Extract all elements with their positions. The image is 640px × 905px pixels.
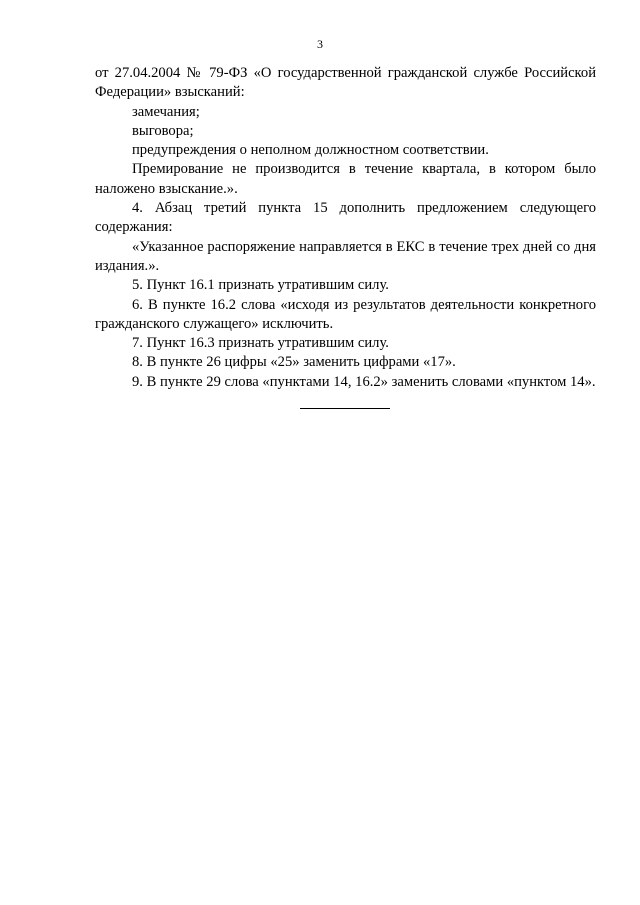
paragraph-continuation: от 27.04.2004 № 79-ФЗ «О государственной гражданской службе Российской Федерации» взысканий: xyxy=(95,65,596,101)
page-number: 3 xyxy=(317,37,323,51)
paragraph-item-5: 5. Пункт 16.1 признать утратившим силу. xyxy=(132,277,389,294)
list-item-reprimand: выговора; xyxy=(132,122,194,139)
paragraph-item-7: 7. Пункт 16.3 признать утратившим силу. xyxy=(132,335,389,352)
list-item-reprimand-remark: замечания; xyxy=(132,103,200,120)
paragraph-item-9: 9. В пункте 29 слова «пунктами 14, 16.2» заменить словами «пунктом 14». xyxy=(132,373,596,390)
paragraph-bonus: Премирование не производится в течение квартала, в котором было наложено взыскание.». xyxy=(95,161,596,197)
document-body xyxy=(95,64,596,392)
paragraph-item-4: 4. Абзац третий пункта 15 дополнить предложением следующего содержания: xyxy=(95,200,596,236)
paragraph-quote: «Указанное распоряжение направляется в ЕКС в течение трех дней со дня издания.». xyxy=(95,238,596,274)
end-of-text-rule xyxy=(300,408,390,409)
list-item-warning: предупреждения о неполном должностном соответствии. xyxy=(132,142,489,159)
paragraph-item-6: 6. В пункте 16.2 слова «исходя из результатов деятельности конкретного гражданского служащего» исключить. xyxy=(95,296,596,332)
paragraph-item-8: 8. В пункте 26 цифры «25» заменить цифрами «17». xyxy=(132,354,456,371)
